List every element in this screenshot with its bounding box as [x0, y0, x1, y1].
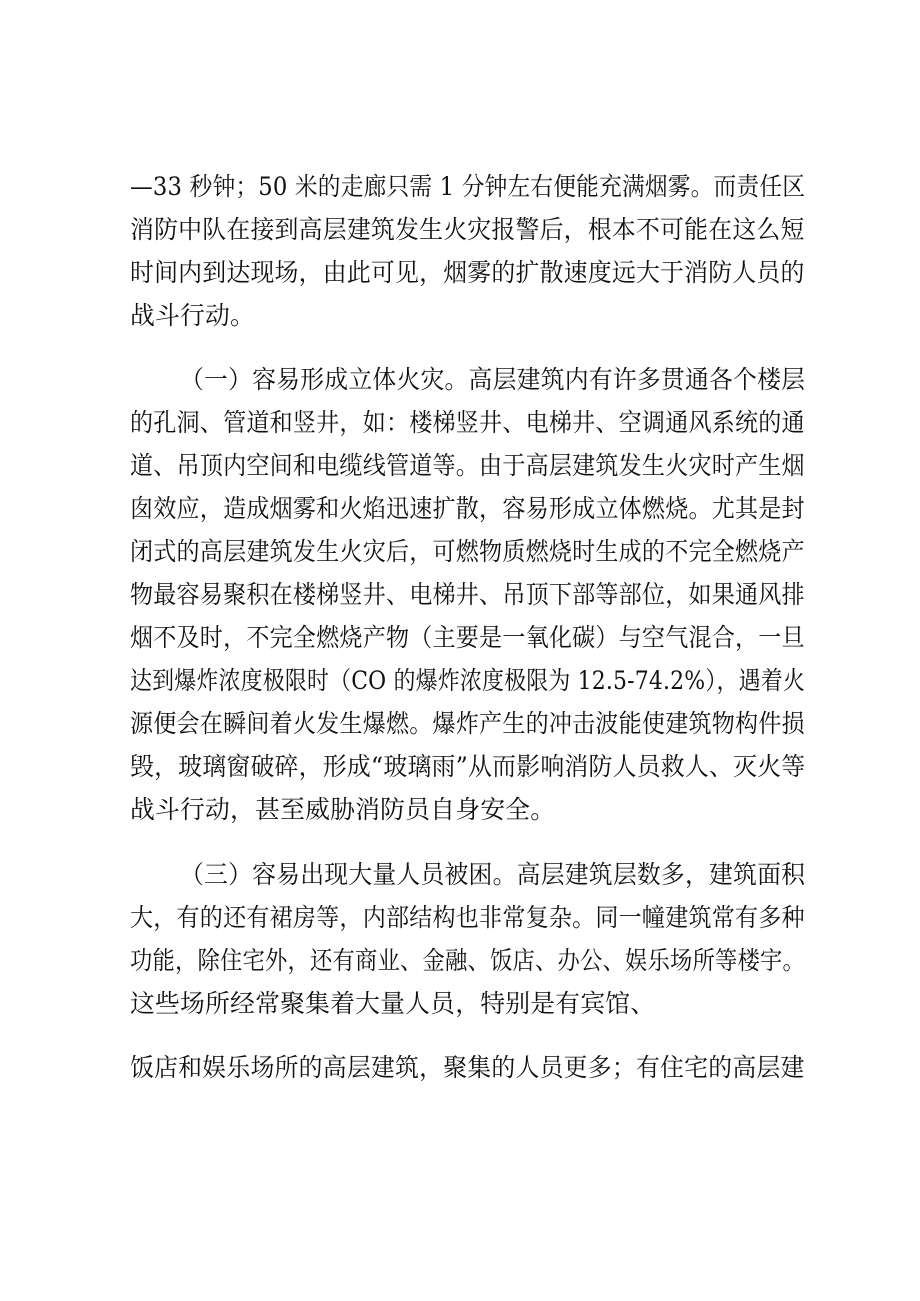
paragraph-2-line-1: （一）容易形成立体火灾。高层建筑内有许多贯通各个楼层	[180, 365, 806, 394]
paragraph-2-line-10: 毁，玻璃窗破碎，形成“玻璃雨”从而影响消防人员救人、灭火等	[130, 752, 806, 781]
paragraph-2-line-7: 烟不及时，不完全燃烧产物（主要是一氧化碳）与空气混合，一旦	[130, 623, 805, 652]
paragraph-2-line-5: 闭式的高层建筑发生火灾后，可燃物质燃烧时生成的不完全燃烧产	[130, 537, 805, 566]
paragraph-1-line-3: 时间内到达现场，由此可见，烟雾的扩散速度远大于消防人员的	[130, 258, 805, 287]
paragraph-1-line-4: 战斗行动。	[130, 301, 256, 330]
paragraph-2-line-9: 源便会在瞬间着火发生爆燃。爆炸产生的冲击波能使建筑物构件损	[130, 709, 805, 738]
paragraph-2-line-3: 道、吊顶内空间和电缆线管道等。由于高层建筑发生火灾时产生烟	[130, 451, 805, 480]
paragraph-3-line-2: 大，有的还有裙房等，内部结构也非常复杂。同一幢建筑常有多种	[130, 903, 805, 932]
paragraph-3-line-1: （三）容易出现大量人员被困。高层建筑层数多，建筑面积	[180, 860, 806, 889]
paragraph-1-line-2: 消防中队在接到高层建筑发生火灾报警后，根本不可能在这么短	[130, 215, 805, 244]
paragraph-3-line-4: 这些场所经常聚集着大量人员，特别是有宾馆、	[130, 989, 656, 1018]
paragraph-2-line-2: 的孔洞、管道和竖井，如：楼梯竖井、电梯井、空调通风系统的通	[130, 408, 805, 437]
paragraph-3-line-3: 功能，除住宅外，还有商业、金融、饭店、办公、娱乐场所等楼宇。	[130, 946, 806, 975]
paragraph-2-line-11: 战斗行动，甚至威胁消防员自身安全。	[130, 795, 556, 824]
paragraph-2-line-4: 囱效应，造成烟雾和火焰迅速扩散，容易形成立体燃烧。尤其是封	[130, 494, 805, 523]
paragraph-1-line-1: —33 秒钟；50 米的走廊只需 1 分钟左右便能充满烟雾。而责任区	[130, 172, 806, 201]
paragraph-4-line-1: 饭店和娱乐场所的高层建筑，聚集的人员更多；有住宅的高层建	[130, 1053, 805, 1082]
paragraph-2-line-6: 物最容易聚积在楼梯竖井、电梯井、吊顶下部等部位，如果通风排	[130, 580, 805, 609]
paragraph-2-line-8: 达到爆炸浓度极限时（CO 的爆炸浓度极限为 12.5-74.2%），遇着火	[130, 666, 805, 695]
